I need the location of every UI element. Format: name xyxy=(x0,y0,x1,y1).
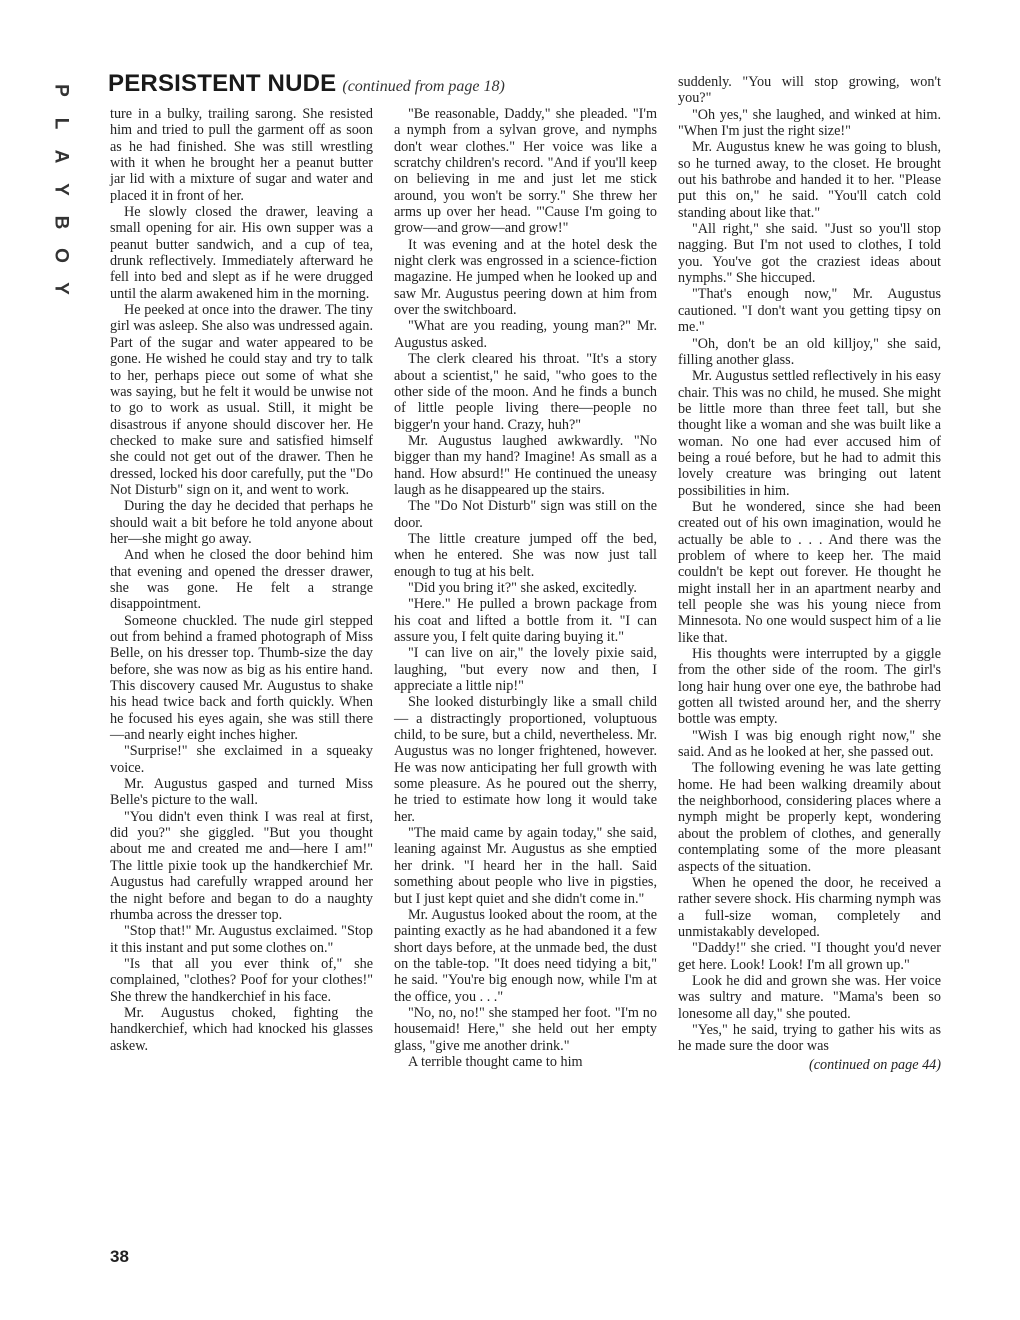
page-number: 38 xyxy=(110,1247,129,1266)
paragraph: Mr. Augustus settled reflectively in his easy chair. This was no child, he mused. She might be little more than three feet tall, but she thought like a woman and she was built like a woman. No one had ever accused him of being a roué before, but he had to admit this lovely creature was bringing out latent possibilities in him. xyxy=(678,368,941,499)
paragraph: "I can live on air," the lovely pixie said, laughing, "but every now and then, I appreciate a little nip!" xyxy=(394,645,657,695)
magazine-letter: O xyxy=(50,248,72,263)
paragraph: "Daddy!" she cried. "I thought you'd never get here. Look! Look! I'm all grown up." xyxy=(678,940,941,973)
paragraph: "The maid came by again today," she said, leaning against Mr. Augustus as she emptied her drink. "I heard her in the hall. Said something about people who live in pigsties, but I just kept quiet and she didn't come in." xyxy=(394,825,657,907)
paragraph: Mr. Augustus knew he was going to blush, so he turned away, to the closet. He brought out his bathrobe and handed it to her. "Please put this on," he said. "You'll catch cold standing about like that." xyxy=(678,139,941,221)
paragraph: "Wish I was big enough right now," she said. And as he looked at her, she passed out. xyxy=(678,727,941,761)
paragraph: Look he did and grown she was. Her voice was sultry and mature. "Mama's been so lonesome all day," she pouted. xyxy=(678,972,941,1022)
paragraph: His thoughts were interrupted by a giggle from the other side of the room. The girl's long hair hung over one eye, the bathrobe had gotten all twisted around her, and the sherry bottle was empty. xyxy=(678,646,941,728)
paragraph: "Is that all you ever think of," she complained, "clothes? Poof for your clothes!" She threw the handkerchief in his face. xyxy=(110,955,373,1005)
text-column-1 xyxy=(110,106,373,1054)
article-title: PERSISTENT NUDE xyxy=(108,70,337,97)
paragraph: Mr. Augustus looked about the room, at the painting exactly as he had abandoned it a few short days before, at the unmade bed, the dust on the table-top. "It does need tidying a bit," he said. "You're big enough now, while I'm at the office, you . . ." xyxy=(394,906,657,1005)
magazine-letter: P xyxy=(50,84,72,97)
paragraph: The "Do Not Disturb" sign was still on the door. xyxy=(394,498,657,531)
paragraph: He slowly closed the drawer, leaving a small opening for air. His own supper was a peanut butter sandwich, and a cup of tea, drunk reflectively. Immediately afterward he fell into bed and slept as if he were drugged until the alarm awakened him in the morning. xyxy=(110,204,373,302)
paragraph: "No, no, no!" she stamped her foot. "I'm no housemaid! Here," she held out her empty glass, "give me another drink." xyxy=(394,1004,657,1054)
paragraph: "Yes," he said, trying to gather his wits as he made sure the door was xyxy=(678,1021,941,1055)
paragraph: A terrible thought came to him xyxy=(408,1053,583,1070)
paragraph: "Be reasonable, Daddy," she pleaded. "I'm a nymph from a sylvan grove, and nymphs don't wear clothes." Her voice was like a scratchy children's record. "And if you'll keep on believing in me and just let me stick around, you won't be sorry." She threw her arms up over her head. "'Cause I'm going to grow—and grow—and grow!" xyxy=(394,106,657,237)
paragraph: The clerk cleared his throat. "It's a story about a scientist," he said, "who goes to the other side of the moon. And he finds a bunch of little people living there—people no bigger'n your hand. Crazy, huh?" xyxy=(394,351,657,433)
paragraph: "That's enough now," Mr. Augustus cautioned. "I don't want you getting tipsy on me." xyxy=(678,286,941,336)
paragraph: Someone chuckled. The nude girl stepped out from behind a framed photograph of Miss Belle, on his dresser top. Thumb-size the day before, she was now as big as his entire hand. This discovery caused Mr. Augustus to shake his head twice back and forth quickly. When he focused his eyes again, she was still there—and nearly eight inches higher. xyxy=(110,612,373,744)
paragraph: suddenly. "You will stop growing, won't you?" xyxy=(678,74,941,107)
paragraph: "Here." He pulled a brown package from his coat and lifted a bottle from it. "I can assure you, I felt quite daring buying it." xyxy=(394,596,657,645)
text-column-2 xyxy=(394,106,657,1070)
article-heading xyxy=(108,70,668,102)
paragraph: "Oh yes," she laughed, and winked at him. "When I'm just the right size!" xyxy=(678,106,941,140)
paragraph: "Did you bring it?" she asked, excitedly. xyxy=(408,579,637,596)
magazine-letter: A xyxy=(50,149,72,164)
paragraph: Mr. Augustus choked, fighting the handkerchief, which had knocked his glasses askew. xyxy=(110,1004,373,1054)
paragraph: "Stop that!" Mr. Augustus exclaimed. "Stop it this instant and put some clothes on." xyxy=(110,923,373,956)
magazine-letter: L xyxy=(50,117,72,130)
magazine-letter: Y xyxy=(50,183,72,196)
paragraph: He peeked at once into the drawer. The tiny girl was asleep. She also was undressed again. Part of the sugar and water appeared to be gone. He wished he could stay and try to talk to her, perhaps piece out some of what she was saying, but he felt it would be unwise not to go to work as usual. Still, it might be disastrous if anyone should discover her. He checked to make sure and satisfied himself she could not get out of the drawer. Then he dressed, locked his door carefully, put the "Do Not Disturb" sign on it, and went to work. xyxy=(110,302,373,498)
paragraph: "Oh, don't be an old killjoy," she said, filling another glass. xyxy=(678,335,941,368)
paragraph: "All right," she said. "Just so you'll stop nagging. But I'm not used to clothes, I told you. You've got the craziest ideas about nymphs." She hiccuped. xyxy=(678,221,941,287)
paragraph: But he wondered, since she had been created out of his own imagination, would he actually be able to . . . And there was the problem of where to keep her. The maid couldn't be kept out forever. He thought he might install her in an apartment nearby and tell people she was his young niece from Minnesota. No one would suspect him of a lie like that. xyxy=(678,498,941,646)
text-column-3 xyxy=(678,74,941,1073)
paragraph: It was evening and at the hotel desk the night clerk was engrossed in a science-fiction magazine. He jumped when he looked up and saw Mr. Augustus peering down at him from over the switchboard. xyxy=(394,236,657,319)
paragraph: "You didn't even think I was real at first, did you?" she giggled. "But you thought about me and created me and—here I am!" The little pixie took up the handkerchief Mr. Augustus had carefully wrapped around her the night before and began to do a naughty rhumba across the dresser top. xyxy=(110,808,373,923)
paragraph: "What are you reading, young man?" Mr. Augustus asked. xyxy=(394,318,657,351)
paragraph: When he opened the door, he received a rather severe shock. His charming nymph was a full-size woman, completely and unmistakably developed. xyxy=(678,874,941,940)
continued-on-note: (continued on page 44) xyxy=(809,1056,941,1073)
paragraph: ture in a bulky, trailing sarong. She resisted him and tried to pull the garment off as soon as he had finished. She was still wrestling with it when he brought her a peanut butter jar lid with a mixture of sugar and water and placed it in front of her. xyxy=(110,106,373,204)
paragraph: The following evening he was late getting home. He had been walking dreamily about the neighborhood, considering places where a nymph might be properly kept, wondering about the problem of clothes, and generally contemplating some of the more pleasant aspects of the situation. xyxy=(678,760,941,875)
paragraph: "Surprise!" she exclaimed in a squeaky voice. xyxy=(110,743,373,776)
paragraph: She looked disturbingly like a small child — a distractingly proportioned, voluptuous child, to be sure, but a child, nevertheless. Mr. Augustus was no longer frightened, however. He was now anticipating her full growth with some pleasure. As he poured out the sherry, he tried to estimate how long it would take her. xyxy=(394,694,657,825)
magazine-letter: B xyxy=(50,215,72,230)
paragraph: Mr. Augustus gasped and turned Miss Belle's picture to the wall. xyxy=(110,776,373,809)
paragraph: Mr. Augustus laughed awkwardly. "No bigger than my hand? Imagine! As small as a hand. How absurd!" He continued the uneasy laugh as he disappeared up the stairs. xyxy=(394,432,657,498)
paragraph: The little creature jumped off the bed, when he entered. She was now just tall enough to tug at his belt. xyxy=(394,530,657,580)
magazine-name-vertical xyxy=(46,74,76,305)
magazine-letter: Y xyxy=(50,282,72,295)
paragraph: And when he closed the door behind him that evening and opened the dresser drawer, she was gone. He felt a strange disappointment. xyxy=(110,547,373,613)
paragraph: During the day he decided that perhaps he should wait a bit before he told anyone about her—she might go away. xyxy=(110,498,373,547)
continued-from-note: (continued from page 18) xyxy=(342,78,505,95)
